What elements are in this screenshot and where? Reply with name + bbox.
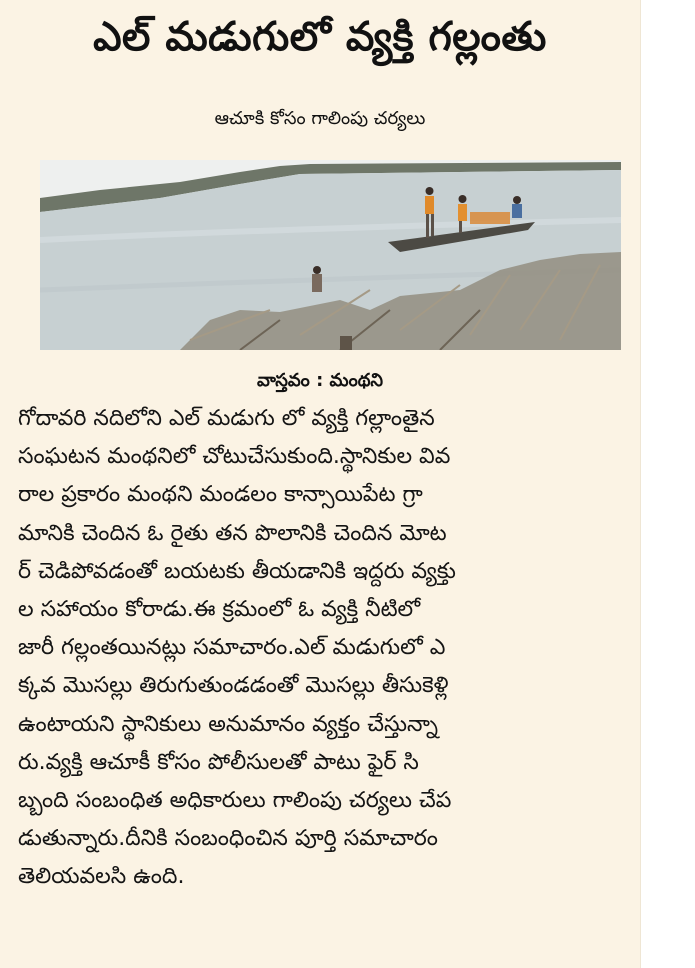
person-boat-3 [512, 204, 522, 218]
wading-person [312, 274, 322, 292]
person-boat-2 [458, 204, 467, 221]
dateline: వాస్తవం : మంథని [256, 370, 384, 391]
body-line: డుతున్నారు.దీనికి సంబంధించిన పూర్తి సమాచారం [18, 826, 438, 852]
article-body [18, 400, 630, 897]
article-photo [40, 160, 621, 350]
body-line: సంఘటన మంథనిలో చోటుచేసుకుంది.స్థానికుల వివ [18, 444, 451, 470]
subheadline: ఆచూకి కోసం గాలింపు చర్యలు [214, 108, 426, 129]
body-line: తెలియవలసి ఉంది. [18, 864, 185, 890]
body-line: క్కవ మొసల్లు తిరుగుతుండడంతో మొసల్లు తీసుకెళ్లి [18, 673, 449, 699]
headline: ఎల్ మడుగులో వ్యక్తి గల్లంతు [93, 14, 547, 60]
person-boat-1 [425, 196, 434, 214]
body-line: జారీ గల్లంతయినట్లు సమాచారం.ఎల్ మడుగులో ఎ [18, 635, 446, 661]
body-line: బ్బంది సంబంధిత అధికారులు గాలింపు చర్యలు చేప [18, 788, 452, 814]
body-line: రు.వ్యక్తి ఆచూకీ కోసం పోలీసులతో పాటు ఫైర్ సి [18, 749, 419, 775]
body-line: గోదావరి నదిలోని ఎల్ మడుగు లో వ్యక్తి గల్లాంతైన [18, 406, 435, 431]
body-line: రాల ప్రకారం మంథని మండలం కాన్సాయిపేట గ్రా [18, 482, 423, 508]
body-line: మానికి చెందిన ఓ రైతు తన పొలానికి చెందిన మోట [18, 520, 447, 546]
boat-cargo [470, 212, 510, 224]
river-search-photo [40, 160, 621, 350]
body-line: ర్ చెడిపోవడంతో బయటకు తీయడానికి ఇద్దరు వ్యక్తు [18, 558, 456, 584]
body-line: ల సహాయం కోరాడు.ఈ క్రమంలో ఓ వ్యక్తి నీటిలో [18, 597, 421, 623]
person-bank [340, 336, 352, 350]
body-line: ఉంటాయని స్థానికులు అనుమానం వ్యక్తం చేస్తున్నా [18, 711, 438, 737]
